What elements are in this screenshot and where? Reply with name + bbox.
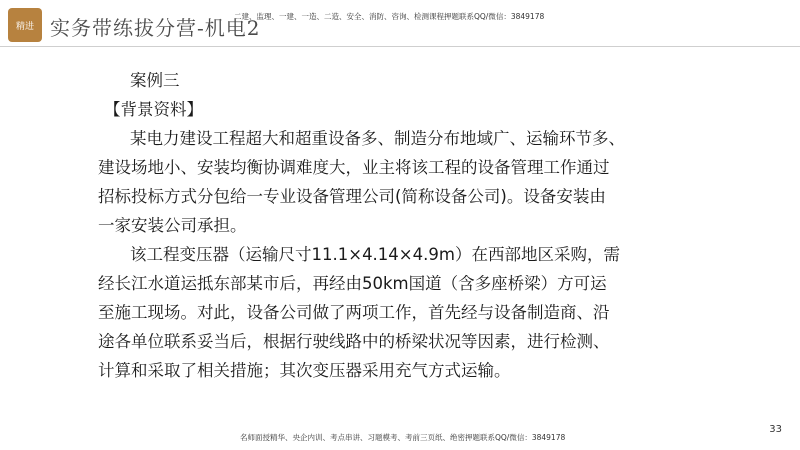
header-contact-note: 二建、监理、一建、一造、二造、安全、消防、咨询、检测课程押题联系QQ/微信：3849178 <box>234 12 545 21</box>
paragraph-line: 计算和采取了相关措施；其次变压器采用充气方式运输。 <box>98 361 511 380</box>
case-title: 案例三 <box>130 71 180 90</box>
paragraph-1 <box>98 124 658 240</box>
paragraph-line: 一家安装公司承担。 <box>98 216 247 235</box>
paragraph-2 <box>98 240 658 385</box>
page-number: 33 <box>769 424 782 435</box>
paragraph-line: 至施工现场。对此，设备公司做了两项工作，首先经与设备制造商、沿 <box>98 303 610 322</box>
paragraph-line: 经长江水道运抵东部某市后，再经由50km国道（含多座桥梁）方可运 <box>98 274 607 293</box>
header-divider <box>0 46 800 47</box>
paragraph-line: 途各单位联系妥当后，根据行驶线路中的桥梁状况等因素，进行检测、 <box>98 332 610 351</box>
slide-header-title: 实务带练拔分营-机电2 <box>50 16 261 40</box>
paragraph-line: 招标投标方式分包给一专业设备管理公司(简称设备公司)。设备安装由 <box>98 187 606 206</box>
paragraph-line: 某电力建设工程超大和超重设备多、制造分布地域广、运输环节多、 <box>130 129 625 148</box>
slide-content <box>98 66 658 385</box>
footer-contact-note: 名师面授精华、央企内训、考点串讲、习题模考、考前三页纸、绝密押题联系QQ/微信：3849178 <box>240 433 566 442</box>
logo-text: 精进 <box>15 21 34 32</box>
paragraph-line: 该工程变压器（运输尺寸11.1×4.14×4.9m）在西部地区采购，需 <box>130 245 620 264</box>
section-label: 【背景资料】 <box>104 100 203 119</box>
paragraph-line: 建设场地小、安装均衡协调难度大，业主将该工程的设备管理工作通过 <box>98 158 610 177</box>
logo <box>8 8 42 42</box>
